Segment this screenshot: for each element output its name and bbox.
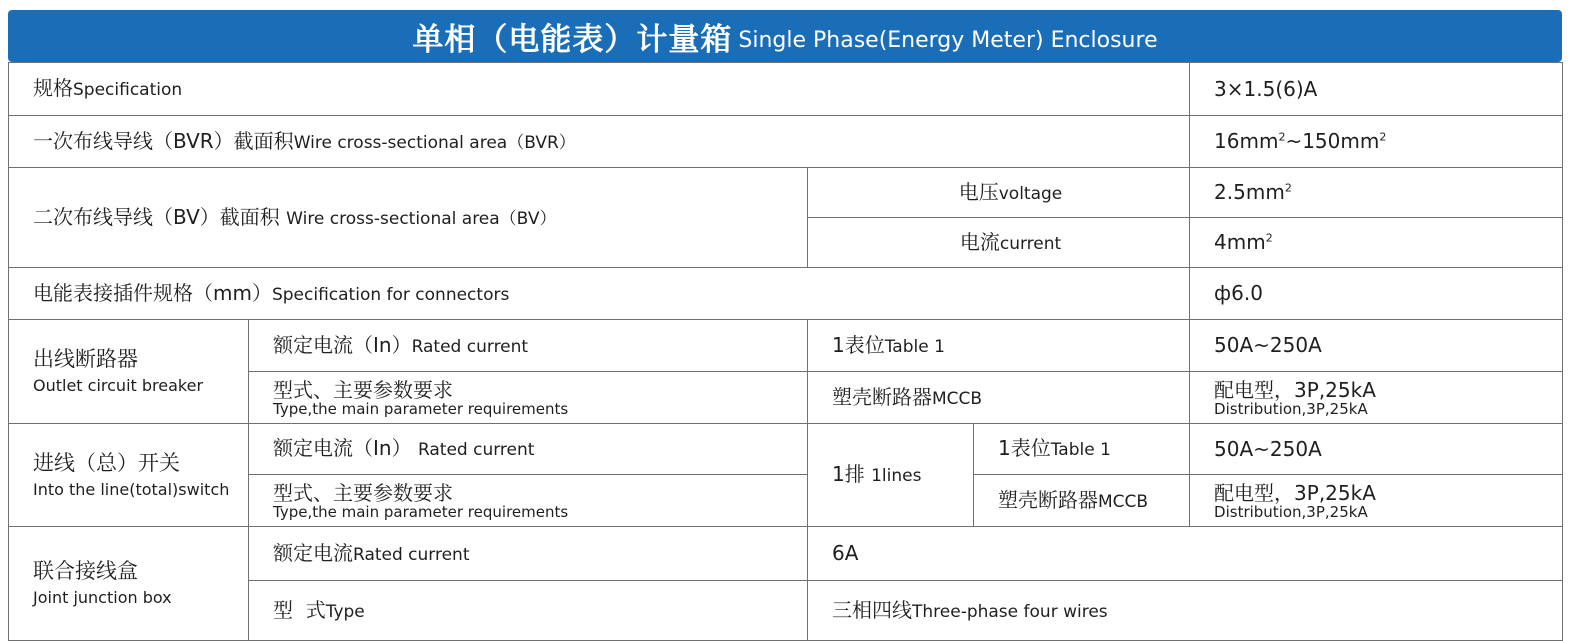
table-row bbox=[9, 424, 1563, 475]
table-row bbox=[9, 63, 1563, 116]
outlet-table-label: 1表位Table 1 bbox=[808, 320, 1190, 372]
title-cn: 单相（电能表）计量箱 bbox=[412, 21, 733, 58]
junction-type-value: 三相四线Three-phase four wires bbox=[808, 581, 1563, 641]
incoming-type-value: 配电型，3P,25kA Distribution,3P,25kA bbox=[1190, 475, 1563, 527]
secondary-wire-label: 二次布线导线（BV）截面积 Wire cross-sectional area（BV） bbox=[9, 168, 808, 268]
current-label: 电流current bbox=[808, 218, 1190, 268]
outlet-type-label: 型式、主要参数要求 Type,the main parameter requirements bbox=[249, 372, 808, 424]
junction-rated-value: 6A bbox=[808, 527, 1563, 581]
junction-rated-label: 额定电流Rated current bbox=[249, 527, 808, 581]
incoming-rated-value: 50A~250A bbox=[1190, 424, 1563, 475]
spec-value: 3×1.5(6)A bbox=[1190, 63, 1563, 116]
incoming-type-label: 型式、主要参数要求 Type,the main parameter requirements bbox=[249, 475, 808, 527]
voltage-label: 电压voltage bbox=[808, 168, 1190, 218]
junction-type-label: 型 式Type bbox=[249, 581, 808, 641]
outlet-type-value: 配电型，3P,25kA Distribution,3P,25kA bbox=[1190, 372, 1563, 424]
outlet-mccb-label: 塑壳断路器MCCB bbox=[808, 372, 1190, 424]
incoming-rated-label: 额定电流（In） Rated current bbox=[249, 424, 808, 475]
incoming-switch-label: 进线（总）开关 Into the line(total)switch bbox=[9, 424, 249, 527]
spec-table bbox=[8, 62, 1563, 641]
incoming-mccb-label: 塑壳断路器MCCB bbox=[974, 475, 1190, 527]
connectors-value: ф6.0 bbox=[1190, 268, 1563, 320]
table-row bbox=[9, 116, 1563, 168]
title-en: Single Phase(Energy Meter) Enclosure bbox=[738, 27, 1158, 53]
table-row bbox=[9, 527, 1563, 581]
spec-label: 规格Specification bbox=[9, 63, 1190, 116]
incoming-table-label: 1表位Table 1 bbox=[974, 424, 1190, 475]
primary-wire-label: 一次布线导线（BVR）截面积Wire cross-sectional area（BVR） bbox=[9, 116, 1190, 168]
outlet-breaker-label: 出线断路器 Outlet circuit breaker bbox=[9, 320, 249, 424]
title-banner bbox=[8, 10, 1562, 62]
current-value: $4mm^2$ bbox=[1190, 218, 1563, 268]
voltage-value: $2.5mm^2$ bbox=[1190, 168, 1563, 218]
junction-box-label: 联合接线盒 Joint junction box bbox=[9, 527, 249, 641]
table-row bbox=[9, 268, 1563, 320]
table-row bbox=[9, 320, 1563, 372]
outlet-rated-label: 额定电流（In）Rated current bbox=[249, 320, 808, 372]
primary-wire-value: $16mm^2\sim 150mm^2$ bbox=[1190, 116, 1563, 168]
incoming-lines-label: 1排 1lines bbox=[808, 424, 974, 527]
outlet-rated-value: 50A~250A bbox=[1190, 320, 1563, 372]
table-row bbox=[9, 168, 1563, 218]
connectors-label: 电能表接插件规格（mm）Specification for connectors bbox=[9, 268, 1190, 320]
